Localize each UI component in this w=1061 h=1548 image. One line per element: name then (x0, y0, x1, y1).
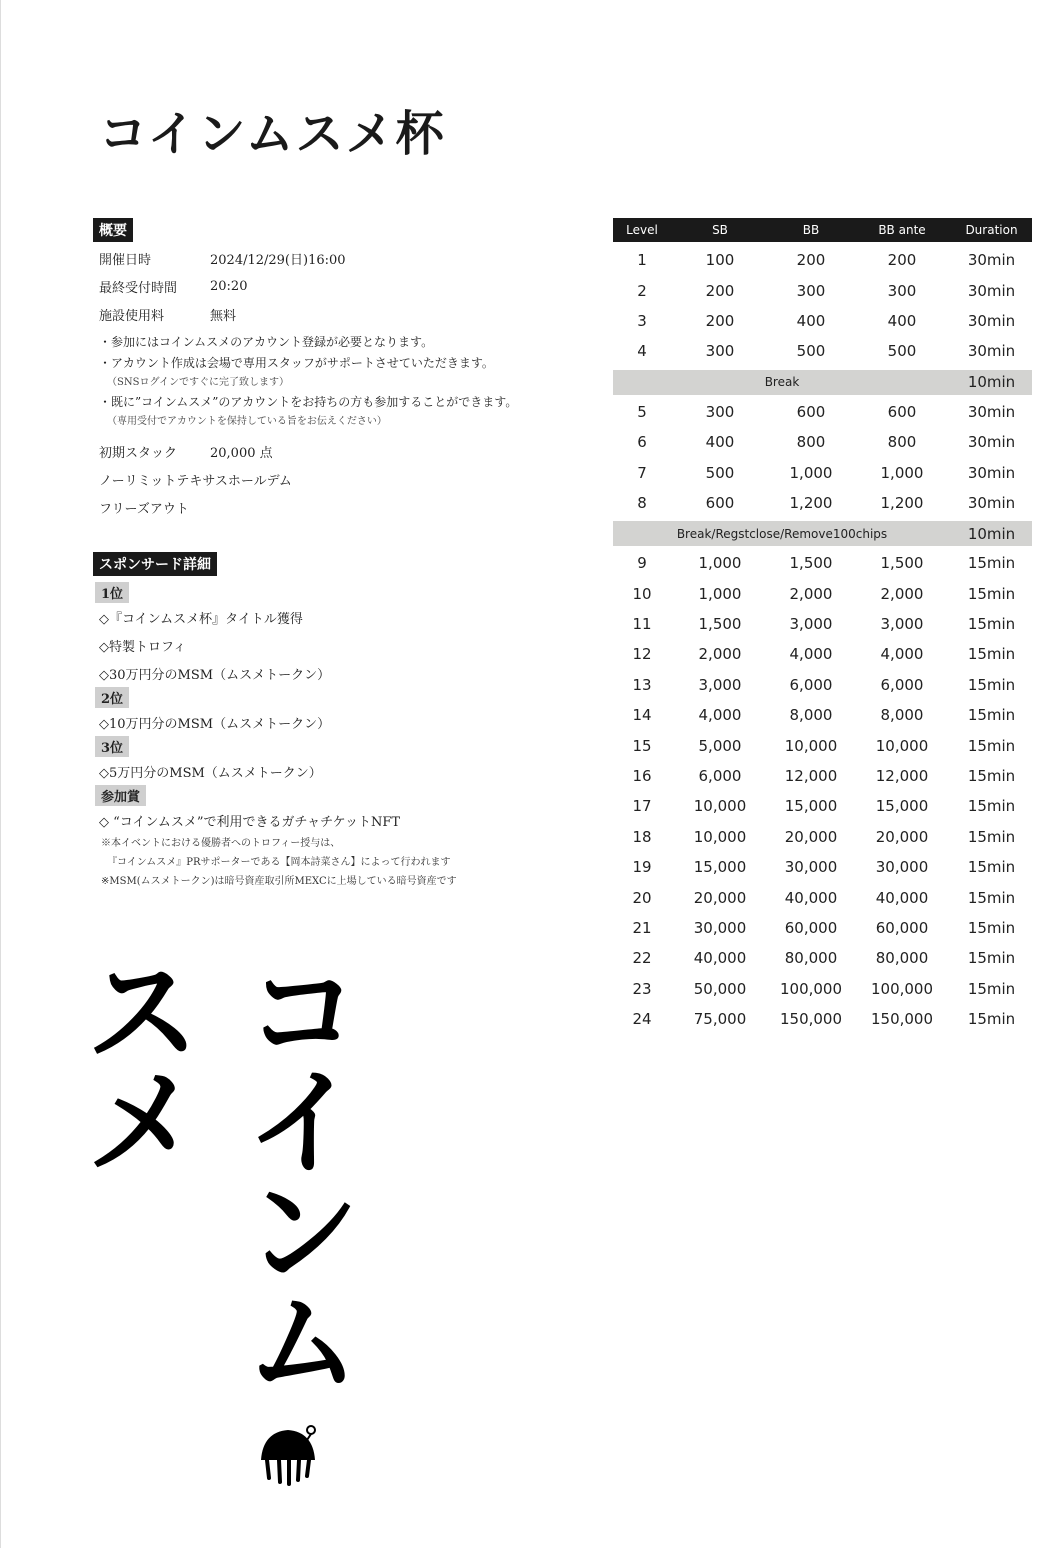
cell-bb: 6,000 (789, 675, 833, 694)
header-sb: SB (712, 223, 728, 237)
break-duration: 10min (967, 373, 1016, 392)
coinmusume-brush-logo (64, 950, 373, 1490)
cell-bb-ante: 6,000 (880, 675, 924, 694)
page-title: コインムスメ杯 (99, 106, 446, 162)
cell-sb: 10,000 (693, 827, 747, 846)
break-duration: 10min (967, 524, 1016, 543)
cell-bb: 40,000 (784, 888, 838, 907)
cell-level: 12 (632, 645, 652, 664)
cell-level: 6 (637, 433, 647, 452)
cell-level: 13 (632, 675, 652, 694)
cell-sb: 50,000 (693, 979, 747, 998)
table-row (613, 822, 1032, 852)
table-row (613, 427, 1032, 457)
table-row (613, 761, 1032, 791)
cell-sb: 3,000 (698, 675, 742, 694)
overview-note: （SNSログインですぐに完了致します） (107, 377, 289, 388)
cell-duration: 15min (967, 645, 1016, 664)
table-row (613, 1004, 1032, 1034)
cell-bb-ante: 200 (887, 251, 917, 270)
cell-bb-ante: 150,000 (870, 1010, 934, 1029)
overview-row (93, 244, 533, 272)
overview-note: ・既に”コインムスメ”のアカウントをお持ちの方も参加することができます。 (99, 395, 518, 409)
prize-item: ◇特製トロフィ (99, 639, 186, 655)
cell-bb: 800 (796, 433, 826, 452)
game-type: ノーリミットテキサスホールデム (99, 473, 292, 489)
cell-level: 2 (637, 281, 647, 300)
cell-bb-ante: 8,000 (880, 706, 924, 725)
cell-sb: 30,000 (693, 919, 747, 937)
overview-note: ・アカウント作成は会場で専用スタッフがサポートさせていただきます。 (99, 356, 494, 370)
cell-level: 1 (637, 251, 647, 270)
break-row-1 (613, 370, 1032, 395)
cell-bb-ante: 100,000 (870, 979, 934, 998)
cell-sb: 10,000 (693, 797, 747, 816)
cell-level: 9 (637, 554, 647, 573)
cell-sb: 5,000 (698, 736, 742, 755)
prize-item: ◇30万円分のMSM（ムスメトークン） (99, 667, 331, 683)
cell-bb: 400 (796, 311, 826, 330)
footnote: ※MSM(ムスメトークン)は暗号資産取引所MEXCに上場している暗号資産です (101, 876, 457, 887)
cell-duration: 15min (967, 675, 1016, 694)
jellyfish-mascot-icon (253, 1420, 323, 1490)
prize-item: ◇10万円分のMSM（ムスメトークン） (99, 716, 331, 732)
footnotes (93, 834, 533, 891)
cell-bb-ante: 10,000 (875, 736, 929, 755)
cell-level: 18 (632, 827, 652, 846)
footnote: 『コインムスメ』PRサポーターである【岡本詩菜さん】によって行われます (107, 857, 451, 868)
first-prize-list (93, 603, 533, 687)
initial-stack-row (93, 437, 533, 465)
table-row (613, 913, 1032, 943)
cell-sb: 100 (705, 251, 735, 270)
cell-bb: 80,000 (784, 949, 838, 968)
cell-duration: 15min (967, 767, 1016, 786)
overview-notes (93, 332, 533, 431)
footnote: ※本イベントにおける優勝者へのトロフィー授与は、 (101, 838, 341, 849)
rank-2-badge: 2位 (95, 687, 129, 708)
table-row (613, 306, 1032, 336)
tournament-format: フリーズアウト (99, 501, 189, 517)
cell-level: 3 (637, 311, 647, 330)
cell-bb-ante: 20,000 (875, 827, 929, 846)
cell-duration: 15min (967, 949, 1016, 968)
cell-bb-ante: 3,000 (880, 615, 924, 634)
cell-sb: 1,500 (698, 615, 742, 634)
cell-bb: 200 (796, 251, 826, 270)
break-label: Break (764, 375, 800, 390)
cell-bb-ante: 12,000 (875, 767, 929, 786)
cell-duration: 30min (967, 433, 1016, 452)
cell-sb: 4,000 (698, 706, 742, 725)
cell-duration: 15min (967, 979, 1016, 998)
cell-bb-ante: 1,500 (880, 554, 924, 573)
table-row (613, 791, 1032, 821)
cell-bb: 60,000 (784, 919, 838, 937)
cell-bb: 15,000 (784, 797, 838, 816)
cell-bb: 12,000 (784, 767, 838, 786)
levels-block-2 (613, 397, 1032, 519)
cell-duration: 15min (967, 554, 1016, 573)
cell-sb: 1,000 (698, 584, 742, 603)
table-row (613, 852, 1032, 882)
cell-bb-ante: 300 (887, 281, 917, 300)
table-row (613, 609, 1032, 639)
participation-prize-list (93, 806, 533, 834)
overview-row (93, 300, 533, 328)
overview-heading: 概要 (93, 218, 133, 242)
cell-level: 4 (637, 342, 647, 361)
left-column (93, 218, 533, 891)
initial-stack-label: 初期スタック (99, 445, 178, 461)
overview-value: 20:20 (210, 278, 248, 294)
prize-item: ◇『コインムスメ杯』タイトル獲得 (99, 611, 303, 627)
cell-bb: 10,000 (784, 736, 838, 755)
table-row (613, 488, 1032, 518)
cell-sb: 15,000 (693, 858, 747, 877)
overview-row (93, 272, 533, 300)
cell-level: 21 (632, 919, 652, 937)
cell-bb-ante: 60,000 (875, 919, 929, 937)
header-level: Level (626, 223, 658, 237)
cell-sb: 200 (705, 281, 735, 300)
cell-bb: 3,000 (789, 615, 833, 634)
cell-bb-ante: 600 (887, 402, 917, 421)
rank-1-badge: 1位 (95, 582, 129, 603)
overview-rows (93, 244, 533, 328)
cell-sb: 1,000 (698, 554, 742, 573)
cell-duration: 15min (967, 706, 1016, 725)
cell-sb: 300 (705, 402, 735, 421)
cell-level: 10 (632, 584, 652, 603)
overview-note: ・参加にはコインムスメのアカウント登録が必要となります。 (99, 335, 434, 349)
cell-duration: 30min (967, 493, 1016, 512)
cell-bb: 20,000 (784, 827, 838, 846)
cell-duration: 15min (967, 858, 1016, 877)
third-prize-list (93, 757, 533, 785)
cell-bb: 600 (796, 402, 826, 421)
cell-bb: 100,000 (779, 979, 843, 998)
overview-label: 施設使用料 (99, 308, 165, 324)
cell-bb: 500 (796, 342, 826, 361)
participation-badge: 参加賞 (95, 785, 146, 806)
cell-bb-ante: 4,000 (880, 645, 924, 664)
cell-bb: 150,000 (779, 1010, 843, 1029)
cell-bb-ante: 2,000 (880, 584, 924, 603)
table-row (613, 639, 1032, 669)
break-label: Break/Regstclose/Remove100chips (676, 526, 888, 541)
overview-label: 最終受付時間 (99, 280, 178, 296)
cell-bb-ante: 500 (887, 342, 917, 361)
cell-duration: 30min (967, 311, 1016, 330)
table-row (613, 882, 1032, 912)
cell-bb: 1,000 (789, 463, 833, 482)
cell-bb-ante: 80,000 (875, 949, 929, 968)
table-row (613, 974, 1032, 1004)
cell-duration: 30min (967, 463, 1016, 482)
levels-block-3 (613, 548, 1032, 1034)
cell-sb: 75,000 (693, 1010, 747, 1029)
cell-bb-ante: 400 (887, 311, 917, 330)
cell-level: 22 (632, 949, 652, 968)
cell-sb: 20,000 (693, 888, 747, 907)
table-row (613, 397, 1032, 427)
cell-bb: 30,000 (784, 858, 838, 877)
table-row (613, 670, 1032, 700)
cell-sb: 2,000 (698, 645, 742, 664)
cell-duration: 15min (967, 615, 1016, 634)
logo-text: コインムスメ (64, 950, 363, 1390)
cell-sb: 300 (705, 342, 735, 361)
cell-bb: 8,000 (789, 706, 833, 725)
overview-value: 無料 (210, 308, 237, 324)
cell-bb-ante: 15,000 (875, 797, 929, 816)
cell-level: 16 (632, 767, 652, 786)
table-row (613, 245, 1032, 275)
cell-bb: 2,000 (789, 584, 833, 603)
second-prize-list (93, 708, 533, 736)
levels-block-1 (613, 245, 1032, 367)
prize-item: ◇ “コインムスメ”で利用できるガチャチケットNFT (99, 814, 401, 830)
cell-bb: 1,200 (789, 493, 833, 512)
cell-level: 17 (632, 797, 652, 816)
cell-level: 15 (632, 736, 652, 755)
table-row (613, 943, 1032, 973)
cell-sb: 6,000 (698, 767, 742, 786)
cell-duration: 30min (967, 251, 1016, 270)
header-bb: BB (802, 223, 820, 237)
table-row (613, 579, 1032, 609)
cell-level: 14 (632, 706, 652, 725)
overview-label: 開催日時 (99, 252, 152, 268)
cell-duration: 15min (967, 919, 1016, 937)
cell-duration: 30min (967, 342, 1016, 361)
cell-bb-ante: 1,000 (880, 463, 924, 482)
cell-sb: 200 (705, 311, 735, 330)
prize-item: ◇5万円分のMSM（ムスメトークン） (99, 765, 322, 781)
blind-structure-table (613, 218, 1032, 1034)
cell-bb-ante: 30,000 (875, 858, 929, 877)
cell-level: 5 (637, 402, 647, 421)
cell-sb: 40,000 (693, 949, 747, 968)
cell-duration: 15min (967, 736, 1016, 755)
cell-level: 11 (632, 615, 652, 634)
cell-duration: 15min (967, 797, 1016, 816)
cell-bb-ante: 1,200 (880, 493, 924, 512)
cell-bb: 1,500 (789, 554, 833, 573)
cell-sb: 400 (705, 433, 735, 452)
table-header (613, 218, 1032, 242)
cell-sb: 600 (705, 493, 735, 512)
cell-sb: 500 (705, 463, 735, 482)
header-duration: Duration (965, 223, 1018, 237)
table-row (613, 457, 1032, 487)
cell-bb-ante: 800 (887, 433, 917, 452)
cell-level: 24 (632, 1010, 652, 1029)
cell-level: 7 (637, 463, 647, 482)
cell-duration: 15min (967, 584, 1016, 603)
initial-stack-value: 20,000 点 (210, 445, 273, 461)
cell-level: 20 (632, 888, 652, 907)
header-bb-ante: BB ante (878, 223, 926, 237)
cell-level: 23 (632, 979, 652, 998)
table-row (613, 548, 1032, 578)
cell-bb-ante: 40,000 (875, 888, 929, 907)
table-row (613, 700, 1032, 730)
cell-duration: 30min (967, 281, 1016, 300)
break-row-2 (613, 521, 1032, 546)
cell-duration: 15min (967, 888, 1016, 907)
table-row (613, 275, 1032, 305)
overview-value: 2024/12/29(日)16:00 (210, 252, 346, 268)
cell-bb: 4,000 (789, 645, 833, 664)
cell-duration: 30min (967, 402, 1016, 421)
cell-duration: 15min (967, 827, 1016, 846)
table-row (613, 730, 1032, 760)
cell-level: 8 (637, 493, 647, 512)
sponsor-heading: スポンサード詳細 (93, 552, 217, 576)
rank-3-badge: 3位 (95, 736, 129, 757)
table-row (613, 336, 1032, 366)
cell-level: 19 (632, 858, 652, 877)
cell-duration: 15min (967, 1010, 1016, 1029)
overview-note: （専用受付でアカウントを保持している旨をお伝えください） (107, 416, 387, 427)
cell-bb: 300 (796, 281, 826, 300)
